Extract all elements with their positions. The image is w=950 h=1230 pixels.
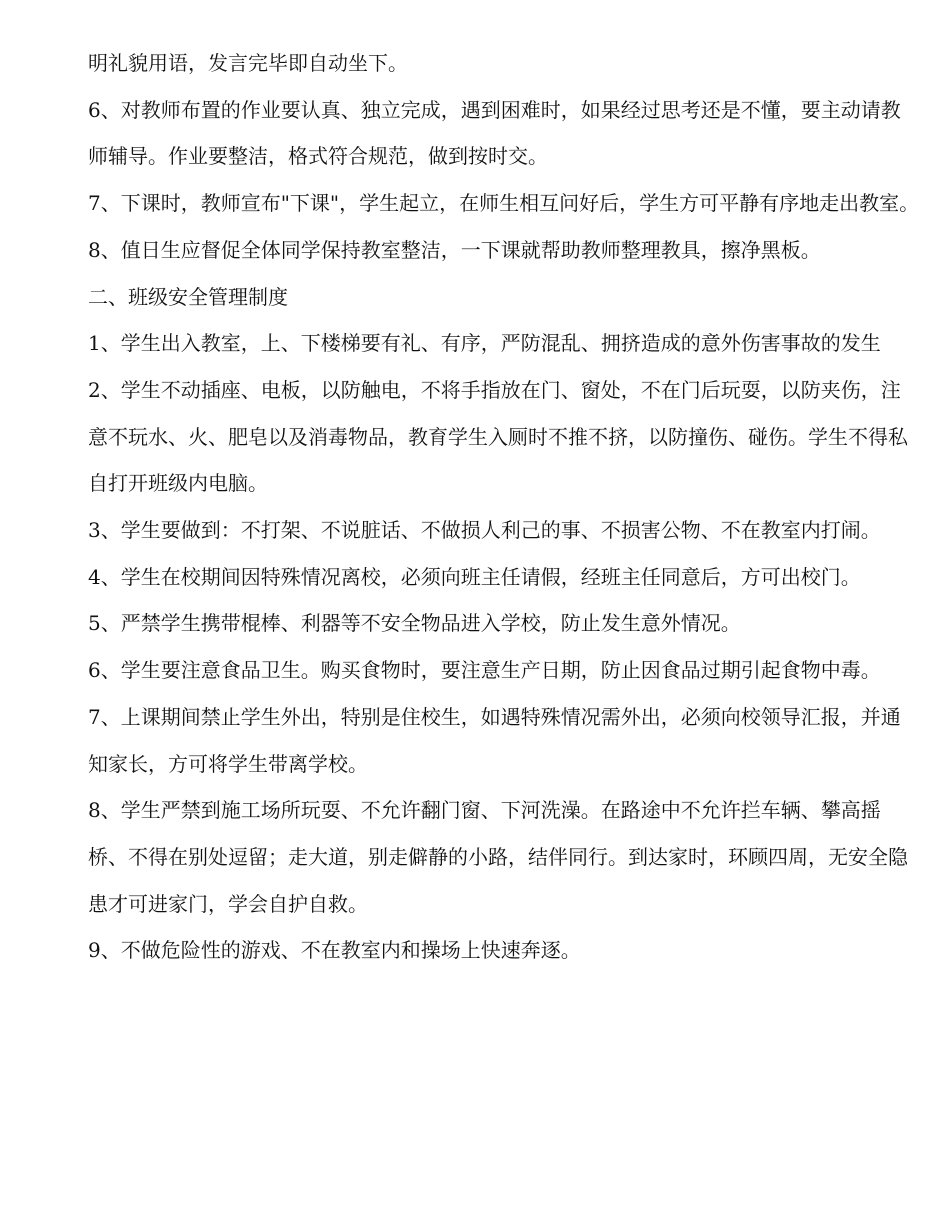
document-body [88, 40, 920, 974]
paragraph-rule-8-duty: 8、值日生应督促全体同学保持教室整洁，一下课就帮助教师整理教具，擦净黑板。 [88, 237, 821, 262]
paragraph-continuation: 明礼貌用语，发言完毕即自动坐下。 [88, 51, 408, 75]
paragraph-safety-7: 7、上课期间禁止学生外出，特别是住校生，如遇特殊情况需外出，必须向校领导汇报，并通知家长，方可将学生带离学校。 [88, 704, 901, 776]
paragraph-safety-1: 1、学生出入教室，上、下楼梯要有礼、有序，严防混乱、拥挤造成的意外伤害事故的发生 [88, 331, 881, 356]
paragraph-safety-8: 8、学生严禁到施工场所玩耍、不允许翻门窗、下河洗澡。在路途中不允许拦车辆、攀高摇桥、不得在别处逗留；走大道，别走僻静的小路，结伴同行。到达家时，环顾四周，无安全隐患才可进家门，学会自护自救。 [88, 798, 908, 916]
paragraph-safety-3: 3、学生要做到：不打架、不说脏话、不做损人利己的事、不损害公物、不在教室内打闹。 [88, 518, 881, 543]
section-heading-safety: 二、班级安全管理制度 [88, 284, 288, 309]
paragraph-safety-2: 2、学生不动插座、电板，以防触电，不将手指放在门、窗处，不在门后玩耍，以防夹伤，注意不玩水、火、肥皂以及消毒物品，教育学生入厕时不推不挤，以防撞伤、碰伤。学生不得私自打开班级内电脑。 [88, 377, 908, 496]
paragraph-safety-9: 9、不做危险性的游戏、不在教室内和操场上快速奔逐。 [88, 938, 581, 963]
paragraph-safety-4: 4、学生在校期间因特殊情况离校，必须向班主任请假，经班主任同意后，方可出校门。 [88, 564, 861, 589]
paragraph-rule-7-dismissal: 7、下课时，教师宣布"下课"，学生起立，在师生相互问好后，学生方可平静有序地走出教室。 [88, 191, 920, 216]
paragraph-safety-6: 6、学生要注意食品卫生。购买食物时，要注意生产日期，防止因食品过期引起食物中毒。 [88, 658, 881, 683]
paragraph-safety-5: 5、严禁学生携带棍棒、利器等不安全物品进入学校，防止发生意外情况。 [88, 611, 741, 636]
paragraph-rule-6-homework: 6、对教师布置的作业要认真、独立完成，遇到困难时，如果经过思考还是不懂，要主动请教师辅导。作业要整洁，格式符合规范，做到按时交。 [88, 97, 901, 169]
